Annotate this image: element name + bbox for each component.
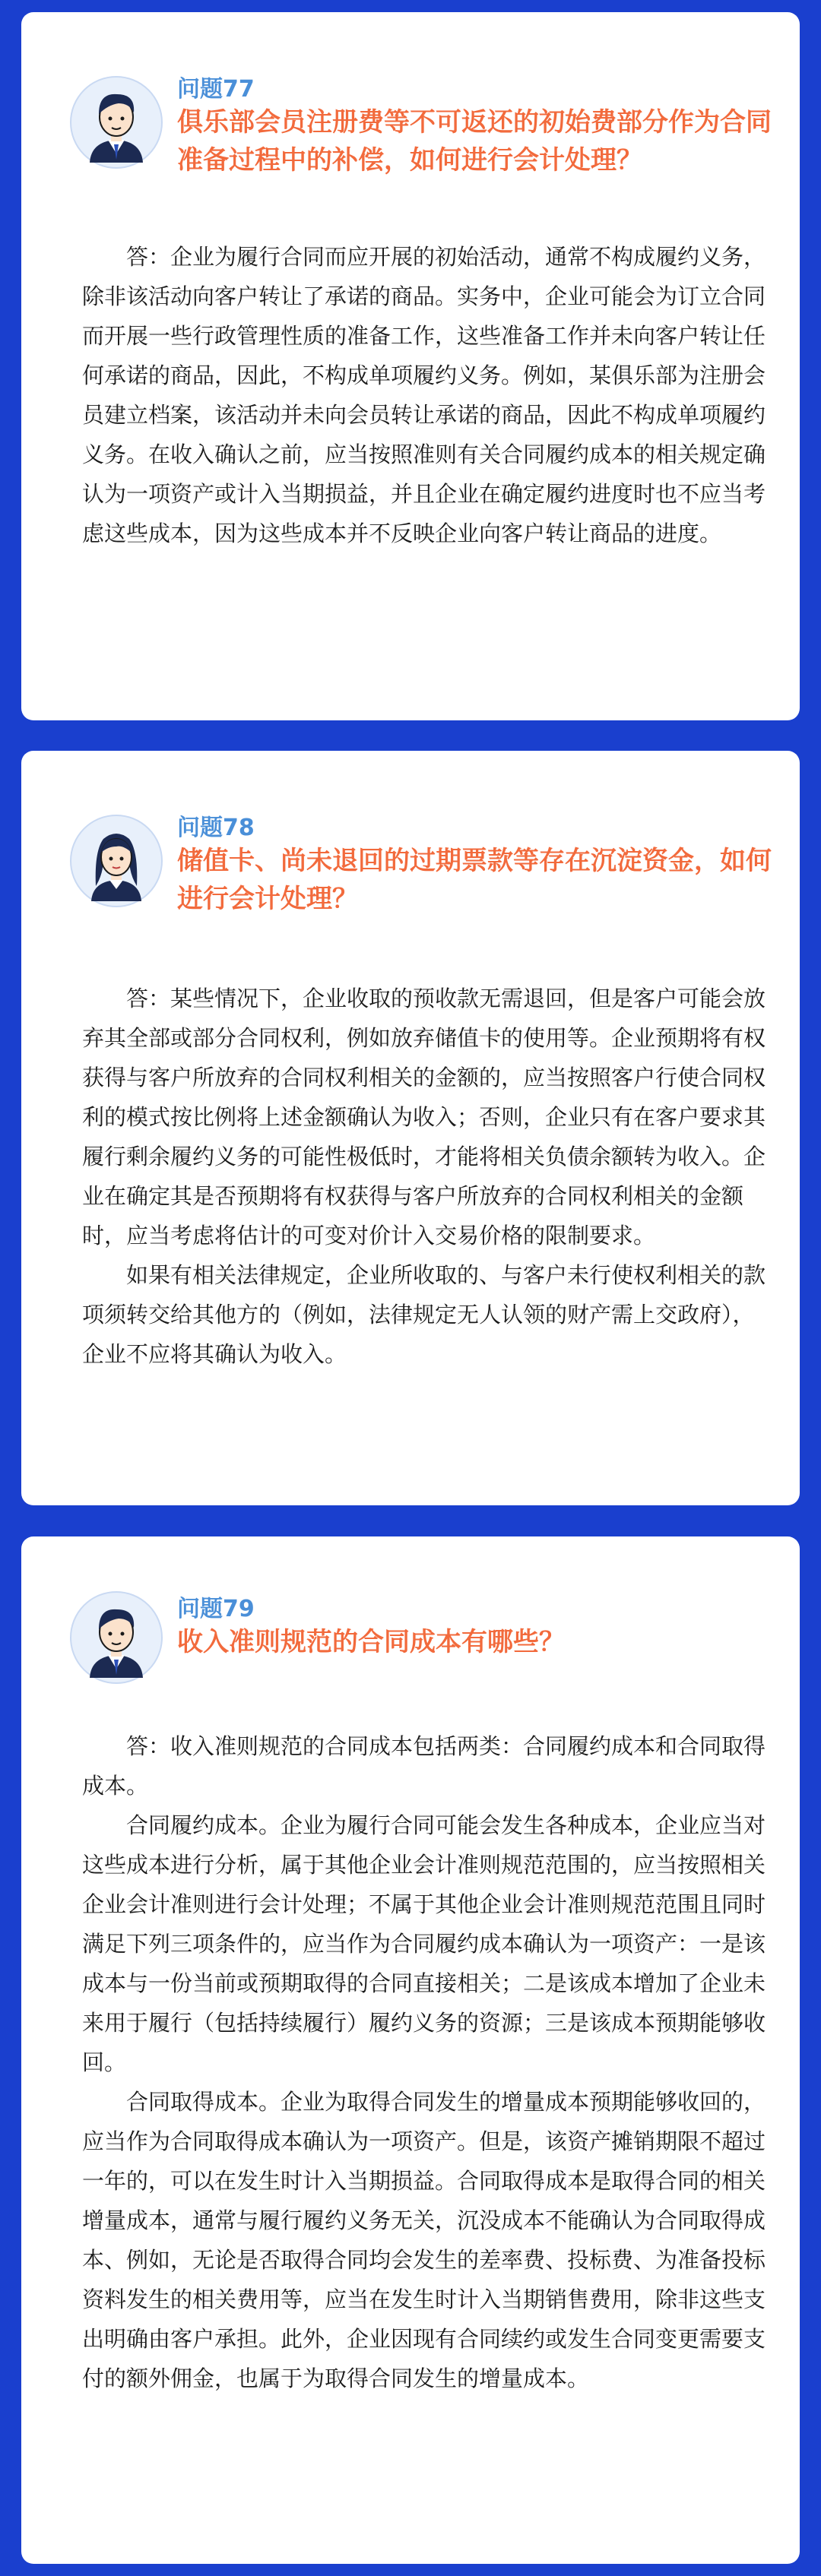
answer-paragraph: 答：某些情况下，企业收取的预收款无需退回，但是客户可能会放弃其全部或部分合同权利，例如放弃储值卡的使用等。企业预期将有权获得与客户所放弃的合同权利相关的金额的，应当按照客户行使合同权利的模式按比例将上述金额确认为收入；否则，企业只有在客户要求其履行剩余履约义务的可能性极低时，才能将相关负债余额转为收入。企业在确定其是否预期将有权获得与客户所放弃的合同权利相关的金额时，应当考虑将估计的可变对价计入交易价格的限制要求。 (82, 986, 766, 1248)
answer-paragraph: 答：收入准则规范的合同成本包括两类：合同履约成本和合同取得成本。 (82, 1733, 766, 1799)
question-number: 问题78 (177, 815, 255, 841)
female-avatar-icon (68, 813, 164, 909)
qa-card-79 (21, 1536, 800, 2564)
answer-paragraph: 答：企业为履行合同而应开展的初始活动，通常不构成履约义务，除非该活动向客户转让了承诺的商品。实务中，企业可能会为订立合同而开展一些行政管理性质的准备工作，这些准备工作并未向客户转让任何承诺的商品，因此，不构成单项履约义务。例如，某俱乐部为注册会员建立档案，该活动并未向会员转让承诺的商品，因此不构成单项履约义务。在收入确认之前，应当按照准则有关合同履约成本的相关规定确认为一项资产或计入当期损益，并且企业在确定履约进度时也不应当考虑这些成本，因为这些成本并不反映企业向客户转让商品的进度。 (82, 244, 766, 546)
answer-text (82, 1726, 766, 2398)
question-title: 收入准则规范的合同成本有哪些？ (177, 1627, 565, 1657)
male-avatar-icon (68, 74, 164, 170)
question-number: 问题77 (177, 76, 255, 103)
answer-text (82, 979, 766, 1374)
question-title: 储值卡、尚未退回的过期票款等存在沉淀资金，如何进行会计处理？ (177, 846, 772, 914)
answer-paragraph: 合同取得成本。企业为取得合同发生的增量成本预期能够收回的，应当作为合同取得成本确认为一项资产。但是，该资产摊销期限不超过一年的，可以在发生时计入当期损益。合同取得成本是取得合同的相关增量成本，通常与履行履约义务无关，沉没成本不能确认为合同取得成本、例如，无论是否取得合同均会发生的差率费、投标费、为准备投标资料发生的相关费用等，应当在发生时计入当期销售费用，除非这些支出明确由客户承担。此外，企业因现有合同续约或发生合同变更需要支付的额外佣金，也属于为取得合同发生的增量成本。 (82, 2089, 766, 2391)
male-avatar-icon (68, 1590, 164, 1685)
qa-card-77 (21, 12, 800, 720)
question-title: 俱乐部会员注册费等不可返还的初始费部分作为合同准备过程中的补偿，如何进行会计处理？ (177, 107, 772, 176)
answer-text (82, 237, 766, 553)
answer-paragraph: 如果有相关法律规定，企业所收取的、与客户未行使权利相关的款项须转交给其他方的（例如，法律规定无人认领的财产需上交政府），企业不应将其确认为收入。 (82, 1262, 766, 1367)
question-number: 问题79 (177, 1596, 255, 1622)
answer-paragraph: 合同履约成本。企业为履行合同可能会发生各种成本，企业应当对这些成本进行分析，属于其他企业会计准则规范范围的，应当按照相关企业会计准则进行会计处理；不属于其他企业会计准则规范范围且同时满足下列三项条件的，应当作为合同履约成本确认为一项资产：一是该成本与一份当前或预期取得的合同直接相关；二是该成本增加了企业未来用于履行（包括持续履行）履约义务的资源；三是该成本预期能够收回。 (82, 1812, 766, 2075)
qa-card-78 (21, 751, 800, 1505)
